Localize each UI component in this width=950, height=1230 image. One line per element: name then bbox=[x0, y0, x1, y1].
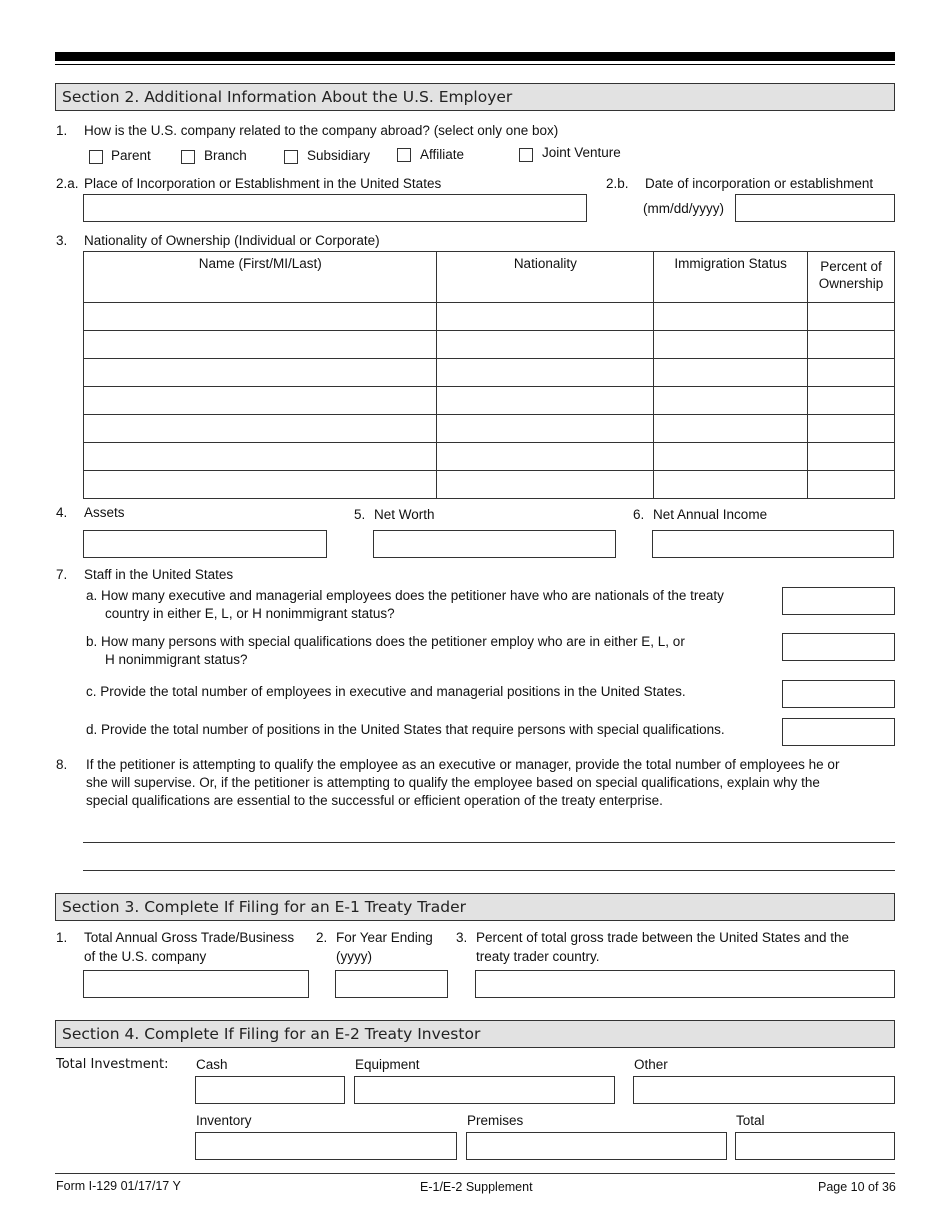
immigration-status-cell[interactable] bbox=[654, 443, 808, 471]
option-joint-venture-label: Joint Venture bbox=[542, 145, 621, 160]
col-immigration-status-header: Immigration Status bbox=[654, 252, 808, 303]
col-name-header: Name (First/MI/Last) bbox=[84, 252, 437, 303]
name-cell[interactable] bbox=[84, 443, 437, 471]
q8-answer-line-1[interactable] bbox=[83, 842, 895, 843]
s3-q3-label-line2: treaty trader country. bbox=[476, 949, 600, 964]
assets-label: Assets bbox=[84, 505, 125, 520]
net-annual-income-label: Net Annual Income bbox=[653, 507, 768, 522]
s3-q2-label-line1: For Year Ending bbox=[336, 930, 433, 945]
place-of-incorporation-field[interactable] bbox=[83, 194, 587, 222]
net-worth-field[interactable] bbox=[373, 530, 616, 558]
col-percent-ownership-header: Percent of Ownership bbox=[808, 252, 895, 303]
nationality-cell[interactable] bbox=[437, 443, 654, 471]
option-subsidiary-label: Subsidiary bbox=[307, 148, 371, 163]
special-qualification-positions-field[interactable] bbox=[782, 718, 895, 746]
other-label: Other bbox=[634, 1057, 668, 1072]
executive-employees-field[interactable] bbox=[782, 587, 895, 615]
nationality-cell[interactable] bbox=[437, 387, 654, 415]
q2b-label: Date of incorporation or establishment bbox=[645, 176, 874, 191]
top-thin-rule bbox=[55, 64, 895, 65]
q7b-text-line2: H nonimmigrant status? bbox=[105, 652, 248, 667]
option-affiliate-label: Affiliate bbox=[420, 147, 465, 162]
equipment-label: Equipment bbox=[355, 1057, 420, 1072]
q7a-text-line1: a. How many executive and managerial employees does the petitioner have who are nationals of the treaty bbox=[86, 588, 724, 603]
incorporation-date-field[interactable] bbox=[735, 194, 895, 222]
table-row bbox=[84, 471, 895, 499]
section-2-header: Section 2. Additional Information About the U.S. Employer bbox=[55, 83, 895, 111]
immigration-status-cell[interactable] bbox=[654, 359, 808, 387]
nationality-cell[interactable] bbox=[437, 471, 654, 499]
q8-number: 8. bbox=[56, 757, 68, 772]
s3-q2-number: 2. bbox=[316, 930, 328, 945]
immigration-status-cell[interactable] bbox=[654, 303, 808, 331]
other-field[interactable] bbox=[633, 1076, 895, 1104]
s3-q1-number: 1. bbox=[56, 930, 68, 945]
name-cell[interactable] bbox=[84, 415, 437, 443]
q8-text-line2: she will supervise. Or, if the petitioner is attempting to qualify the employee based on special qualifications, explain why the bbox=[86, 775, 820, 790]
gross-trade-field[interactable] bbox=[83, 970, 309, 998]
staff-label: Staff in the United States bbox=[84, 567, 234, 582]
percent-cell[interactable] bbox=[808, 359, 895, 387]
q5-number: 5. bbox=[354, 507, 366, 522]
total-field[interactable] bbox=[735, 1132, 895, 1160]
nationality-cell[interactable] bbox=[437, 303, 654, 331]
checkbox-subsidiary[interactable] bbox=[284, 150, 298, 164]
table-row bbox=[84, 359, 895, 387]
q1-question: How is the U.S. company related to the company abroad? (select only one box) bbox=[84, 123, 559, 138]
percent-cell[interactable] bbox=[808, 387, 895, 415]
s3-q1-label-line1: Total Annual Gross Trade/Business bbox=[84, 930, 295, 945]
percent-cell[interactable] bbox=[808, 303, 895, 331]
table-row bbox=[84, 303, 895, 331]
table-row bbox=[84, 443, 895, 471]
name-cell[interactable] bbox=[84, 471, 437, 499]
table-row bbox=[84, 415, 895, 443]
percent-gross-trade-field[interactable] bbox=[475, 970, 895, 998]
table-row bbox=[84, 387, 895, 415]
q3-label: Nationality of Ownership (Individual or Corporate) bbox=[84, 233, 380, 248]
q3-number: 3. bbox=[56, 233, 68, 248]
option-branch-label: Branch bbox=[204, 148, 247, 163]
ownership-table bbox=[83, 251, 895, 499]
inventory-field[interactable] bbox=[195, 1132, 457, 1160]
q4-number: 4. bbox=[56, 505, 68, 520]
top-thick-rule bbox=[55, 52, 895, 61]
q7-number: 7. bbox=[56, 567, 68, 582]
q2b-number: 2.b. bbox=[606, 176, 629, 191]
checkbox-joint-venture[interactable] bbox=[519, 148, 533, 162]
total-executive-positions-field[interactable] bbox=[782, 680, 895, 708]
q8-text-line3: special qualifications are essential to the successful or efficient operation of the treaty enterprise. bbox=[86, 793, 663, 808]
total-label: Total bbox=[736, 1113, 765, 1128]
percent-cell[interactable] bbox=[808, 415, 895, 443]
checkbox-affiliate[interactable] bbox=[397, 148, 411, 162]
cash-label: Cash bbox=[196, 1057, 228, 1072]
name-cell[interactable] bbox=[84, 387, 437, 415]
q1-number: 1. bbox=[56, 123, 68, 138]
section-4-header: Section 4. Complete If Filing for an E-2 Treaty Investor bbox=[55, 1020, 895, 1048]
immigration-status-cell[interactable] bbox=[654, 415, 808, 443]
form-id: Form I-129 01/17/17 Y bbox=[56, 1179, 181, 1193]
q7d-text: d. Provide the total number of positions in the United States that require persons with special qualifications. bbox=[86, 722, 725, 737]
percent-cell[interactable] bbox=[808, 331, 895, 359]
checkbox-branch[interactable] bbox=[181, 150, 195, 164]
section-3-header: Section 3. Complete If Filing for an E-1 Treaty Trader bbox=[55, 893, 895, 921]
percent-cell[interactable] bbox=[808, 443, 895, 471]
nationality-cell[interactable] bbox=[437, 331, 654, 359]
assets-field[interactable] bbox=[83, 530, 327, 558]
col-nationality-header: Nationality bbox=[437, 252, 654, 303]
table-row bbox=[84, 331, 895, 359]
cash-field[interactable] bbox=[195, 1076, 345, 1104]
immigration-status-cell[interactable] bbox=[654, 471, 808, 499]
special-qualifications-persons-field[interactable] bbox=[782, 633, 895, 661]
checkbox-parent[interactable] bbox=[89, 150, 103, 164]
q7c-text: c. Provide the total number of employees in executive and managerial positions in the United States. bbox=[86, 684, 686, 699]
q2a-number: 2.a. bbox=[56, 176, 79, 191]
inventory-label: Inventory bbox=[196, 1113, 252, 1128]
net-annual-income-field[interactable] bbox=[652, 530, 894, 558]
q8-text-line1: If the petitioner is attempting to qualify the employee as an executive or manager, provide the total number of employees he or bbox=[86, 757, 840, 772]
year-ending-field[interactable] bbox=[335, 970, 448, 998]
date-format-hint: (mm/dd/yyyy) bbox=[643, 201, 724, 216]
q2a-label: Place of Incorporation or Establishment in the United States bbox=[84, 176, 442, 191]
form-supplement-name: E-1/E-2 Supplement bbox=[420, 1180, 533, 1194]
name-cell[interactable] bbox=[84, 359, 437, 387]
s3-q2-label-line2: (yyyy) bbox=[336, 949, 372, 964]
equipment-field[interactable] bbox=[354, 1076, 615, 1104]
q8-answer-line-2[interactable] bbox=[83, 870, 895, 871]
ownership-header-row bbox=[84, 252, 895, 303]
percent-cell[interactable] bbox=[808, 471, 895, 499]
footer-rule bbox=[55, 1173, 895, 1174]
nationality-cell[interactable] bbox=[437, 359, 654, 387]
page-number: Page 10 of 36 bbox=[818, 1180, 896, 1194]
q7b-text-line1: b. How many persons with special qualifications does the petitioner employ who are in either E, L, or bbox=[86, 634, 685, 649]
immigration-status-cell[interactable] bbox=[654, 387, 808, 415]
name-cell[interactable] bbox=[84, 331, 437, 359]
nationality-cell[interactable] bbox=[437, 415, 654, 443]
q7a-text-line2: country in either E, L, or H nonimmigrant status? bbox=[105, 606, 395, 621]
option-parent-label: Parent bbox=[111, 148, 151, 163]
immigration-status-cell[interactable] bbox=[654, 331, 808, 359]
total-investment-label: Total Investment: bbox=[56, 1057, 169, 1072]
premises-field[interactable] bbox=[466, 1132, 727, 1160]
name-cell[interactable] bbox=[84, 303, 437, 331]
net-worth-label: Net Worth bbox=[374, 507, 435, 522]
s3-q1-label-line2: of the U.S. company bbox=[84, 949, 207, 964]
s3-q3-number: 3. bbox=[456, 930, 468, 945]
s3-q3-label-line1: Percent of total gross trade between the United States and the bbox=[476, 930, 849, 945]
q6-number: 6. bbox=[633, 507, 645, 522]
premises-label: Premises bbox=[467, 1113, 524, 1128]
